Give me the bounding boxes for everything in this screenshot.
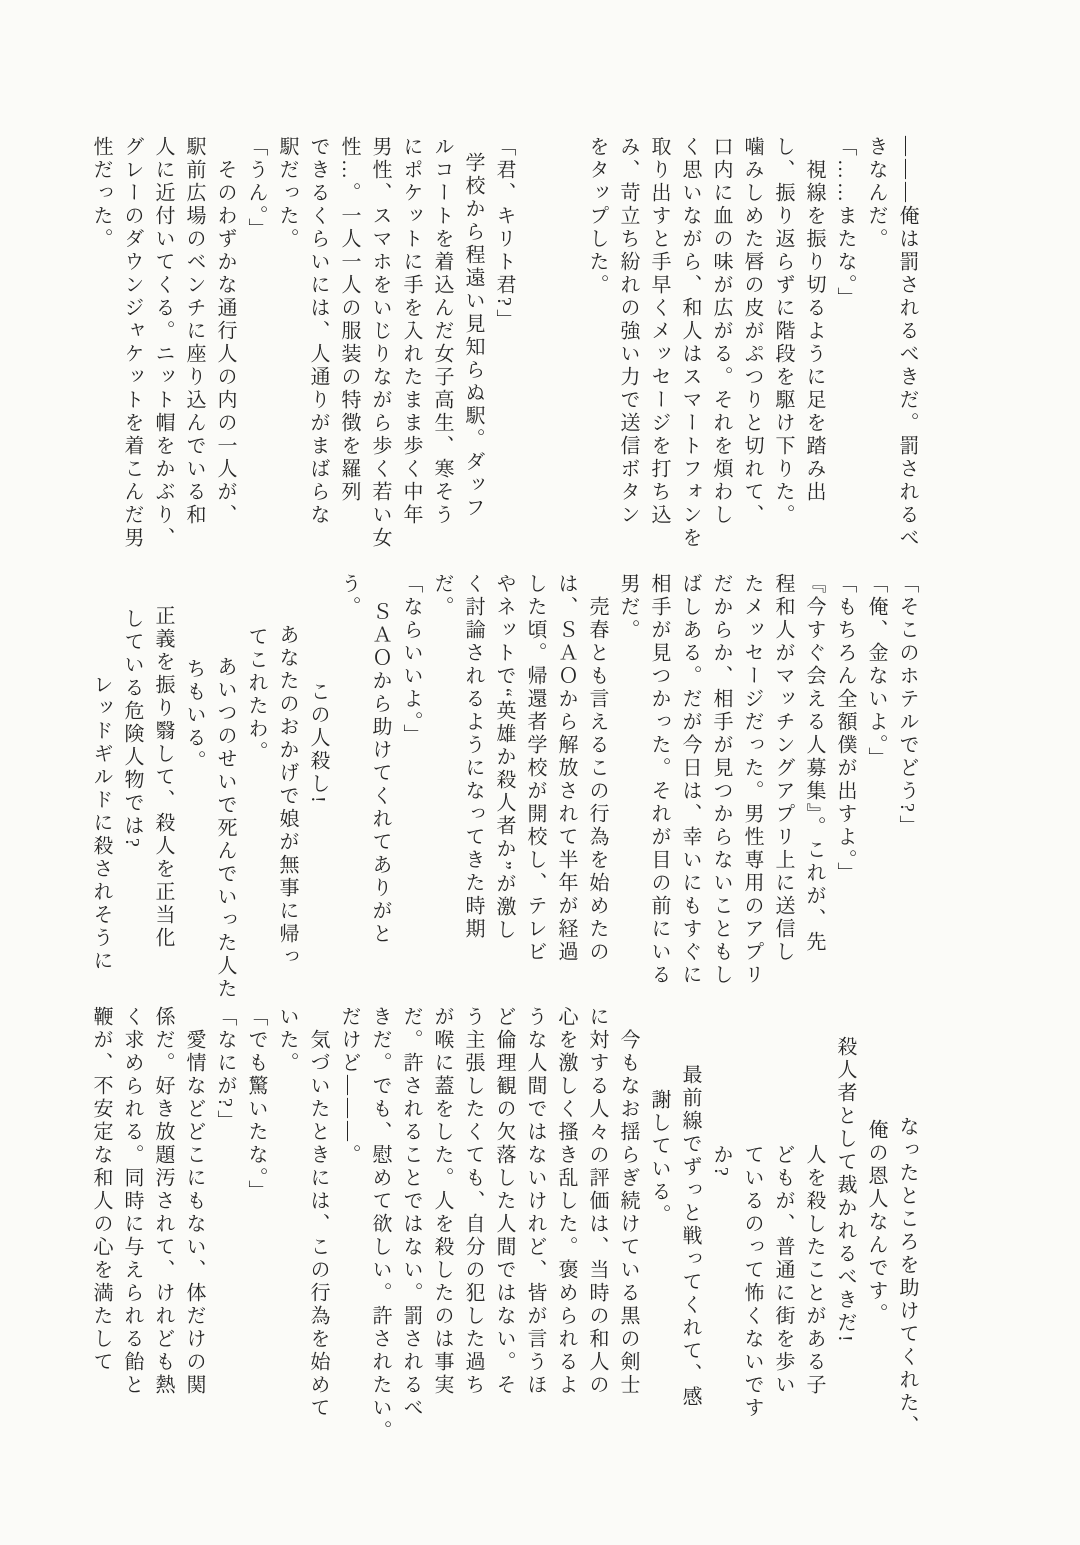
text-column: 愛情などどこにもない、体だけの関 (183, 1029, 205, 1397)
text-column: 『今すぐ会える人募集』。これが、先 (803, 573, 825, 954)
text-column: レッドギルドに殺されそうに (90, 674, 112, 973)
text-column: く求められる。同時に与えられる飴と (121, 1006, 143, 1397)
text-column: み、苛立ち紛れの強い力で送信ボタン (617, 136, 639, 527)
text-column: 「……またな。」 (834, 136, 856, 310)
text-column: 心を激しく搔き乱した。褒められるよ (555, 1006, 577, 1397)
text-column: 男性、スマホをいじりながら歩く若い女 (369, 136, 391, 550)
text-column: 正義を振り翳して、殺人を正当化 (152, 605, 174, 950)
text-column: たメッセージだった。男性専用のアプリ (741, 573, 763, 987)
text-column: ―――俺は罰されるべきだ。罰されるべ (896, 136, 918, 550)
text-column: 駅前広場のベンチに座り込んでいる和 (183, 136, 205, 527)
text-column: だ。 (431, 573, 453, 619)
text-column: 噛みしめた唇の皮がぷつりと切れて、 (741, 136, 763, 527)
text-column: が喉に蓋をした。人を殺したのは事実 (431, 1006, 453, 1397)
text-column: そのわずかな通行人の内の一人が、 (214, 159, 236, 527)
text-column: だけど―――。 (338, 1006, 360, 1167)
text-column: ばしある。だが今日は、幸いにもすぐに (679, 573, 701, 987)
text-column: ＳＡＯから助けてくれてありがと (369, 601, 391, 946)
text-column: 男だ。 (617, 573, 639, 642)
text-column: 性…。一人一人の服装の特徴を羅列 (338, 136, 360, 504)
text-column: 「でも驚いたな。」 (245, 1006, 267, 1203)
text-column: く討論されるようになってきた時期 (462, 573, 484, 941)
text-column: 「もちろん全額僕が出すよ。」 (834, 573, 856, 885)
text-column: ど倫理観の欠落した人間ではない。そ (493, 1006, 515, 1397)
text-column: をタップした。 (586, 136, 608, 297)
text-column: ルコートを着込んだ女子高生、寒そう (431, 136, 453, 527)
text-column: 今もなお揺らぎ続けている黒の剣士 (617, 1029, 639, 1397)
text-column: 「ならいいよ。」 (400, 573, 422, 747)
text-column: 人に近付いてくる。ニット帽をかぶり、 (152, 136, 174, 550)
text-column: できるくらいには、人通りがまばらな (307, 136, 329, 527)
text-column: は、ＳＡＯから解放されて半年が経過 (555, 573, 577, 964)
text-column: 最前線でずっと戦ってくれて、感 (679, 1064, 701, 1409)
column-gap (550, 136, 581, 550)
text-column: この人殺し! (307, 681, 329, 806)
text-column: あいつのせいで死んでいった人た (214, 656, 236, 1001)
text-column: グレーのダウンジャケットを着こんだ男 (121, 136, 143, 550)
text-column: ているのって怖くないです (741, 1144, 763, 1420)
text-column: う主張したくても、自分の犯した過ち (462, 1006, 484, 1397)
text-column: 駅だった。 (276, 136, 298, 251)
text-column: 相手が見つかった。それが目の前にいる (648, 573, 670, 987)
text-column: やネットで“英雄か殺人者か”が激し (493, 573, 515, 942)
text-column: いた。 (276, 1006, 298, 1075)
text-column: 係だ。好き放題汚されて、けれども熱 (152, 1006, 174, 1397)
text-column: 人を殺したことがある子 (803, 1144, 825, 1397)
text-column: にポケットに手を入れたまま歩く中年 (400, 136, 422, 527)
text-column: きなんだ。 (865, 136, 887, 251)
text-column: した頃。帰還者学校が開校し、テレビ (524, 573, 546, 964)
text-row-middle (85, 573, 922, 1001)
text-column: う。 (338, 573, 360, 619)
text-column: 「うん。」 (245, 136, 267, 241)
text-column: 取り出すと手早くメッセージを打ち込 (648, 136, 670, 527)
text-column: 俺の恩人なんです。 (865, 1119, 887, 1326)
text-column: どもが、普通に街を歩い (772, 1144, 794, 1397)
text-column: している危険人物では? (121, 608, 143, 850)
text-column: きだ。でも、慰めて欲しい。許されたい。 (369, 1006, 391, 1443)
text-column: あなたのおかげで娘が無事に帰っ (276, 624, 298, 969)
text-column: 「なにが?」 (214, 1006, 236, 1133)
text-column: か? (710, 1144, 732, 1179)
text-column: 鞭が、不安定な和人の心を満たして (90, 1006, 112, 1374)
text-column: 学校から程遠い見知らぬ駅。ダッフ (462, 152, 484, 520)
text-column: く思いながら、和人はスマートフォンを (679, 136, 701, 550)
text-column: 程和人がマッチングアプリ上に送信し (772, 573, 794, 964)
text-column: 「君、キリト君?」 (493, 136, 515, 332)
text-column: 謝している。 (648, 1089, 670, 1227)
text-column: 「そこのホテルでどう?」 (896, 573, 918, 838)
text-column: ちもいる。 (183, 658, 205, 773)
text-column: だ。許されることではない。罰されるべ (400, 1006, 422, 1420)
text-column: 売春とも言えるこの行為を始めたの (586, 596, 608, 964)
text-column: うな人間ではないけれど、皆が言うほ (524, 1006, 546, 1397)
text-column: し、振り返らずに階段を駆け下りた。 (772, 136, 794, 527)
text-row-bottom (85, 1006, 922, 1443)
text-column: なったところを助けてくれた、 (896, 1116, 918, 1438)
text-column: 「俺、金ないよ。」 (865, 573, 887, 770)
text-column: てこれたわ。 (245, 626, 267, 764)
text-column: 性だった。 (90, 136, 112, 251)
text-column: だからか、相手が見つからないこともし (710, 573, 732, 987)
column-gap (519, 136, 550, 550)
text-column: 気づいたときには、この行為を始めて (307, 1029, 329, 1420)
text-column: 視線を振り切るように足を踏み出 (803, 159, 825, 504)
text-column: 殺人者として裁かれるべきだ! (834, 1036, 856, 1345)
text-column: 口内に血の味が広がる。それを煩わし (710, 136, 732, 527)
text-column: に対する人々の評価は、当時の和人の (586, 1006, 608, 1397)
text-row-top (85, 136, 922, 550)
